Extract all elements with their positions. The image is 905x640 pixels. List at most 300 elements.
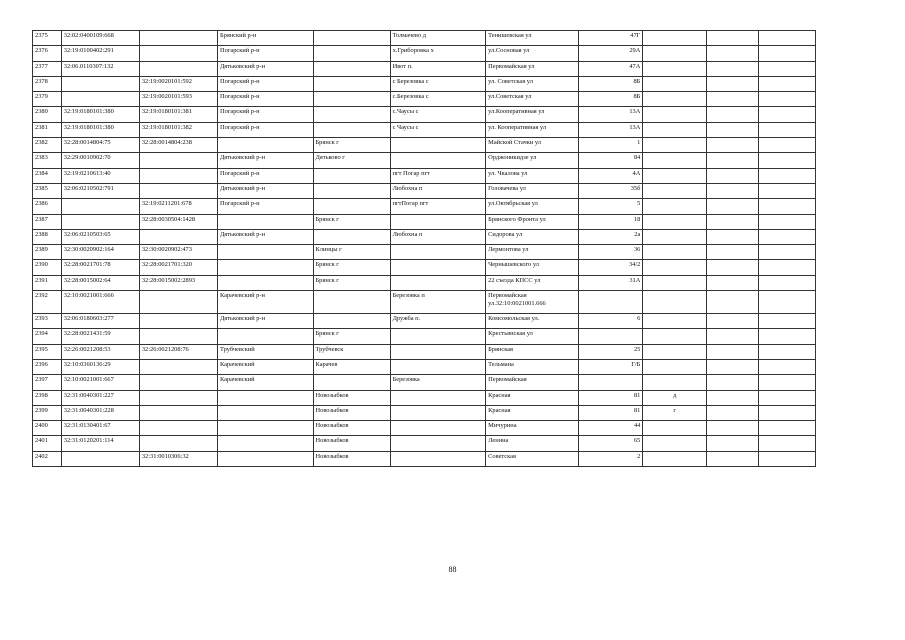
cell-empty [707,61,759,76]
cell-note [643,138,707,153]
cell-empty [707,375,759,390]
table-row [33,107,816,122]
cell-house-number: 29А [578,46,643,61]
cell-district: Погарский р-н [217,92,313,107]
cell-locality: с.Чаусы с [390,107,486,122]
cell-locality [390,260,486,275]
cell-street: Тельмана [486,359,578,374]
cell-district [217,275,313,290]
cell-note [643,436,707,451]
cell-empty [707,107,759,122]
cell-house-number [578,291,643,314]
cell-district: Погарский р-н [217,168,313,183]
cell-street: Чернышевского ул [486,260,578,275]
cell-row-number: 2379 [33,92,62,107]
cell-house-number: 13А [578,107,643,122]
cell-district: Погарский р-н [217,76,313,91]
cell-cadastral-building [139,436,217,451]
cell-district: Дятьковский р-н [217,183,313,198]
cell-row-number: 2394 [33,329,62,344]
cell-house-number: 81 [578,405,643,420]
cell-cadastral-parcel: 32:10:0360136:29 [61,359,139,374]
cell-street: Орджоникидзе ул [486,153,578,168]
cell-house-number: 5 [578,199,643,214]
cell-city [313,61,390,76]
cell-row-number: 2391 [33,275,62,290]
cell-street: Брянского Фронта ул [486,214,578,229]
cell-empty [707,153,759,168]
cell-street: Первомайская [486,375,578,390]
cell-cadastral-building: 32:28:0015002:2893 [139,275,217,290]
cell-empty [759,375,816,390]
cell-district: Дятьковский р-н [217,229,313,244]
cell-house-number: 6 [578,314,643,329]
cell-district: Брянский р-н [217,31,313,46]
table-row [33,183,816,198]
cell-city: Новозыбков [313,436,390,451]
cell-city: Брянск г [313,138,390,153]
cell-cadastral-parcel [61,76,139,91]
cell-city [313,183,390,198]
cell-street: Тенишевская ул [486,31,578,46]
cell-house-number: 34/2 [578,260,643,275]
cell-note [643,122,707,137]
cell-district [217,138,313,153]
cell-cadastral-building [139,329,217,344]
cell-empty [707,260,759,275]
cell-city: Брянск г [313,260,390,275]
cell-locality: пгт Погар пгт [390,168,486,183]
cell-empty [759,344,816,359]
cell-cadastral-building [139,314,217,329]
cell-note: г [643,405,707,420]
cell-row-number: 2401 [33,436,62,451]
cell-house-number: 2а [578,229,643,244]
table-row [33,76,816,91]
cell-row-number: 2392 [33,291,62,314]
cell-locality [390,359,486,374]
cell-cadastral-parcel: 32:31:0130401:67 [61,421,139,436]
cell-district: Трубчевский [217,344,313,359]
table-row [33,375,816,390]
cell-cadastral-building [139,375,217,390]
cell-street: Советская [486,451,578,466]
cell-locality [390,405,486,420]
cell-locality [390,451,486,466]
cell-city: Клинцы г [313,245,390,260]
cell-row-number: 2396 [33,359,62,374]
table-row [33,260,816,275]
cell-house-number: 8Б [578,92,643,107]
cell-street: Красная [486,405,578,420]
cell-empty [759,451,816,466]
cell-cadastral-parcel: 32:26:0021208:53 [61,344,139,359]
cell-cadastral-parcel: 32:28:0021701:78 [61,260,139,275]
cell-empty [759,199,816,214]
cell-row-number: 2400 [33,421,62,436]
cell-city: Новозыбков [313,390,390,405]
cell-cadastral-parcel: 32:28:0015002:64 [61,275,139,290]
cell-note [643,107,707,122]
cell-row-number: 2389 [33,245,62,260]
cell-row-number: 2376 [33,46,62,61]
cell-locality [390,344,486,359]
cell-cadastral-parcel: 32:10:0021001:667 [61,375,139,390]
cell-city [313,314,390,329]
cell-cadastral-building: 32:28:0014804:238 [139,138,217,153]
cell-street: 22 съезда КПСС ул [486,275,578,290]
cell-row-number: 2395 [33,344,62,359]
cell-city: Трубчевск [313,344,390,359]
cell-district: Карачевский [217,359,313,374]
cell-cadastral-building: 32:28:0030504:1428 [139,214,217,229]
cell-locality [390,329,486,344]
table-row [33,138,816,153]
cell-empty [759,76,816,91]
cell-district: Дятьковский р-н [217,153,313,168]
cell-house-number: 8Б [578,76,643,91]
table-row [33,421,816,436]
cell-cadastral-building [139,421,217,436]
cell-note [643,359,707,374]
cell-empty [707,214,759,229]
cell-locality: с Чаусы с [390,122,486,137]
cell-cadastral-parcel [61,199,139,214]
cell-city [313,375,390,390]
cell-empty [759,390,816,405]
cell-cadastral-building: 32:19:0020101:593 [139,92,217,107]
cell-locality: Березовка п [390,291,486,314]
cell-note [643,329,707,344]
cell-empty [759,245,816,260]
cell-note [643,451,707,466]
table-row [33,229,816,244]
cell-district: Карачевский [217,375,313,390]
cell-locality [390,138,486,153]
cell-empty [759,359,816,374]
cell-row-number: 2385 [33,183,62,198]
cell-note [643,153,707,168]
cell-city [313,107,390,122]
cell-note [643,245,707,260]
cell-city [313,122,390,137]
cell-empty [707,183,759,198]
cell-house-number: 47А [578,61,643,76]
cell-locality: Дружба п. [390,314,486,329]
cell-cadastral-parcel: 32:06:0180603:277 [61,314,139,329]
cell-house-number: 36 [578,245,643,260]
cell-street: ул.Октябрьская ул [486,199,578,214]
cell-empty [759,168,816,183]
cell-house-number: 65 [578,436,643,451]
cell-empty [759,291,816,314]
cell-cadastral-building [139,405,217,420]
cell-note [643,314,707,329]
cell-empty [759,183,816,198]
cell-cadastral-building [139,390,217,405]
cell-locality: Любохна п [390,183,486,198]
table-row [33,46,816,61]
cell-cadastral-building: 32:31:0010306:32 [139,451,217,466]
cell-note [643,291,707,314]
table-row [33,245,816,260]
cell-cadastral-parcel: 32:19:0100402:291 [61,46,139,61]
cell-empty [707,436,759,451]
cell-cadastral-building: 32:26:0021208:76 [139,344,217,359]
cell-cadastral-building [139,46,217,61]
cell-note [643,199,707,214]
cell-empty [759,46,816,61]
cell-city [313,199,390,214]
cell-empty [707,314,759,329]
cell-empty [707,245,759,260]
cell-row-number: 2397 [33,375,62,390]
cell-empty [759,138,816,153]
cell-city: Брянск г [313,214,390,229]
cell-row-number: 2377 [33,61,62,76]
cell-empty [707,46,759,61]
table-row [33,168,816,183]
cell-city [313,46,390,61]
cell-district: Погарский р-н [217,122,313,137]
table-row [33,291,816,314]
cell-empty [759,436,816,451]
cell-cadastral-parcel: 32:28:0014804:75 [61,138,139,153]
cell-district: Дятьковский р-н [217,61,313,76]
cell-street: ул.Кооперативная ул [486,107,578,122]
cell-note [643,168,707,183]
cell-row-number: 2381 [33,122,62,137]
cell-cadastral-parcel: 32:10:0021001:666 [61,291,139,314]
cell-empty [759,329,816,344]
cell-locality: Ивот п. [390,61,486,76]
cell-district [217,245,313,260]
cell-empty [759,153,816,168]
table-row [33,214,816,229]
cell-locality [390,214,486,229]
cell-empty [759,107,816,122]
cell-empty [759,214,816,229]
cell-city: Новозыбков [313,451,390,466]
table-row [33,92,816,107]
cell-row-number: 2384 [33,168,62,183]
cell-empty [759,405,816,420]
cell-row-number: 2390 [33,260,62,275]
cell-locality: Березовка [390,375,486,390]
cell-house-number: 35б [578,183,643,198]
page-number: 88 [448,565,457,574]
cell-row-number: 2382 [33,138,62,153]
cell-empty [707,31,759,46]
cell-district [217,214,313,229]
cell-street: Лермонтова ул [486,245,578,260]
cell-row-number: 2375 [33,31,62,46]
cell-house-number: 13А [578,122,643,137]
cell-locality [390,153,486,168]
cell-empty [759,92,816,107]
cell-street: Брянская [486,344,578,359]
cell-district: Погарский р-н [217,107,313,122]
table-row [33,61,816,76]
cell-house-number [578,329,643,344]
cell-city [313,168,390,183]
cell-district: Погарский р-н [217,199,313,214]
cell-empty [707,344,759,359]
table-row [33,199,816,214]
cell-row-number: 2388 [33,229,62,244]
cell-cadastral-building [139,291,217,314]
cell-cadastral-parcel: 32:06:0210503:65 [61,229,139,244]
cell-empty [707,199,759,214]
cell-district [217,260,313,275]
cell-district: Карачевский р-н [217,291,313,314]
table-row [33,436,816,451]
cell-note: д [643,390,707,405]
cell-empty [759,31,816,46]
cell-cadastral-parcel: 32:06:0210502:791 [61,183,139,198]
cell-district [217,329,313,344]
cell-city [313,76,390,91]
cell-row-number: 2393 [33,314,62,329]
cell-cadastral-building: 32:19:0020101:592 [139,76,217,91]
cell-house-number [578,375,643,390]
cell-note [643,61,707,76]
cell-locality: Любохна п [390,229,486,244]
cell-cadastral-parcel: 32:31:0040301:227 [61,390,139,405]
table-body [33,31,816,467]
cell-locality: пгтПогар пгт [390,199,486,214]
cell-district [217,390,313,405]
cell-empty [707,359,759,374]
cell-note [643,375,707,390]
cell-empty [759,260,816,275]
cell-note [643,76,707,91]
cell-empty [759,314,816,329]
cell-house-number: 2 [578,451,643,466]
cell-cadastral-building [139,183,217,198]
cell-house-number: 18 [578,214,643,229]
cell-empty [707,122,759,137]
cell-house-number: 31А [578,275,643,290]
table-row [33,275,816,290]
cell-city [313,92,390,107]
cell-district: Дятьковский р-н [217,314,313,329]
cell-city: Карачев [313,359,390,374]
cell-empty [707,76,759,91]
cell-house-number: 47Г [578,31,643,46]
cell-house-number: 44 [578,421,643,436]
cell-street: Первомайская ул [486,61,578,76]
cell-house-number: 84 [578,153,643,168]
cell-cadastral-parcel: 32:02:0400109:668 [61,31,139,46]
cell-street: Комсомольская ул. [486,314,578,329]
cell-district [217,451,313,466]
cell-empty [707,229,759,244]
cell-note [643,275,707,290]
cell-locality: х.Гриборовка х [390,46,486,61]
table-row [33,359,816,374]
cell-city [313,291,390,314]
cell-city: Новозыбков [313,421,390,436]
cell-street: Сидорова ул [486,229,578,244]
table-row [33,390,816,405]
cell-cadastral-parcel: 32:19:0210613:40 [61,168,139,183]
cell-locality [390,245,486,260]
cell-empty [707,92,759,107]
cell-house-number: 81 [578,390,643,405]
table-row [33,122,816,137]
cell-street: Ленина [486,436,578,451]
cell-locality [390,436,486,451]
cell-cadastral-parcel: 32:19:0180101:380 [61,122,139,137]
cell-row-number: 2380 [33,107,62,122]
cell-cadastral-parcel: 32:31:0040301:228 [61,405,139,420]
table-row [33,329,816,344]
cell-city: Брянск г [313,275,390,290]
cell-row-number: 2378 [33,76,62,91]
cell-street: Красная [486,390,578,405]
cell-empty [759,421,816,436]
cell-cadastral-building [139,229,217,244]
cell-cadastral-parcel: 32:28:0021431:59 [61,329,139,344]
cell-empty [759,275,816,290]
cell-note [643,214,707,229]
cell-note [643,229,707,244]
table-row [33,405,816,420]
cell-note [643,344,707,359]
cell-note [643,183,707,198]
cell-empty [759,61,816,76]
cell-locality [390,421,486,436]
cell-empty [707,390,759,405]
cell-locality: Толмачево д [390,31,486,46]
cell-note [643,31,707,46]
cell-district [217,405,313,420]
cell-cadastral-building [139,61,217,76]
cell-cadastral-building [139,153,217,168]
cell-cadastral-parcel: 32:19:0180101:380 [61,107,139,122]
cell-district: Погарский р-н [217,46,313,61]
cell-city: Новозыбков [313,405,390,420]
cell-empty [707,138,759,153]
cell-house-number: 25 [578,344,643,359]
cell-empty [707,275,759,290]
cell-locality [390,390,486,405]
cell-street: ул.Сосновая ул [486,46,578,61]
cell-empty [707,329,759,344]
cell-house-number: 4А [578,168,643,183]
cell-locality: с Березовка с [390,76,486,91]
cell-street: ул.Советская ул [486,92,578,107]
table-row [33,153,816,168]
cell-cadastral-building: 32:19:0211201:678 [139,199,217,214]
cell-street: Крестьянская ул [486,329,578,344]
cell-street: Головачева ул [486,183,578,198]
cell-cadastral-building [139,359,217,374]
cell-street: ул. Кооперативная ул [486,122,578,137]
cell-cadastral-building [139,168,217,183]
cell-cadastral-parcel: 32:29:0010902:70 [61,153,139,168]
cell-empty [759,122,816,137]
cell-empty [707,168,759,183]
cell-row-number: 2399 [33,405,62,420]
cell-cadastral-parcel: 32:31:0120201:114 [61,436,139,451]
cell-cadastral-parcel [61,92,139,107]
cell-row-number: 2383 [33,153,62,168]
cell-empty [707,451,759,466]
cell-street: Первомайская ул.32:10:0021001.666 [486,291,578,314]
cell-cadastral-building: 32:19:0180101:382 [139,122,217,137]
